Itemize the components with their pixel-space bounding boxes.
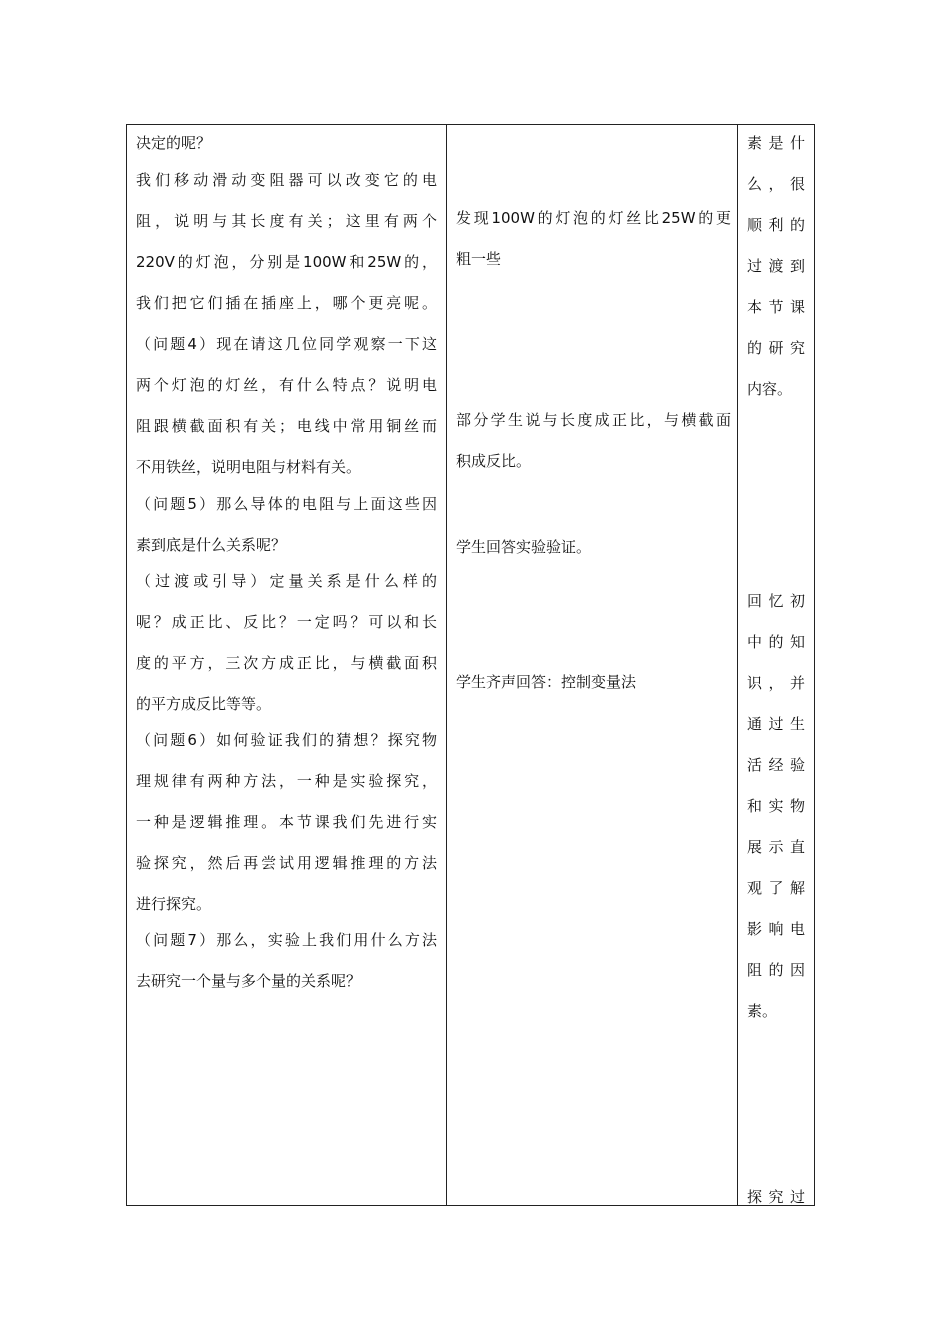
- lesson-table: [126, 124, 815, 1206]
- text-line: 素是什: [747, 134, 805, 152]
- text-line: 学生回答实验验证。: [456, 538, 592, 556]
- text-line: 一种是逻辑推理。本节课我们先进行实: [136, 813, 437, 831]
- text-line: 积成反比。: [456, 452, 532, 470]
- text-line: 探究过: [747, 1188, 805, 1206]
- text-line: （问题7）那么，实验上我们用什么方法: [136, 931, 437, 949]
- text-line: 回忆初: [747, 592, 805, 610]
- text-line: 素。: [747, 1002, 778, 1020]
- text-line: 通过生: [747, 715, 805, 733]
- text-line: 素到底是什么关系呢？: [136, 536, 287, 554]
- text-line: 部分学生说与长度成正比，与横截面: [456, 411, 731, 429]
- text-line: 两个灯泡的灯丝，有什么特点？说明电: [136, 376, 437, 394]
- text-line: 展示直: [747, 838, 805, 856]
- text-line: 影响电: [747, 920, 805, 938]
- text-line: （问题5）那么导体的电阻与上面这些因: [136, 495, 437, 513]
- text-line: 阻的因: [747, 961, 805, 979]
- text-line: 220V的灯泡，分别是100W和25W的，: [136, 253, 437, 271]
- text-line: （问题4）现在请这几位同学观察一下这: [136, 335, 437, 353]
- text-line: 决定的呢？: [136, 134, 212, 152]
- text-line: 去研究一个量与多个量的关系呢？: [136, 972, 362, 990]
- text-line: 本节课: [747, 298, 805, 316]
- text-line: 和实物: [747, 797, 805, 815]
- text-line: 粗一些: [456, 250, 502, 268]
- teacher-activity-column: [127, 125, 446, 1205]
- text-line: （过渡或引导）定量关系是什么样的: [136, 572, 437, 590]
- design-intent-column: [737, 125, 816, 1205]
- text-line: 进行探究。: [136, 895, 212, 913]
- text-line: 识，并: [747, 674, 805, 692]
- text-line: 我们把它们插在插座上，哪个更亮呢。: [136, 294, 437, 312]
- text-line: 中的知: [747, 633, 805, 651]
- student-activity-column: [446, 125, 737, 1205]
- text-line: 验探究，然后再尝试用逻辑推理的方法: [136, 854, 437, 872]
- text-line: 发现100W的灯泡的灯丝比25W的更: [456, 209, 731, 227]
- text-line: 阻，说明与其长度有关；这里有两个: [136, 212, 437, 230]
- text-line: 内容。: [747, 380, 793, 398]
- text-line: 阻跟横截面积有关；电线中常用铜丝而: [136, 417, 437, 435]
- text-line: 学生齐声回答：控制变量法: [456, 673, 637, 691]
- text-line: 度的平方，三次方成正比，与横截面积: [136, 654, 437, 672]
- text-line: （问题6）如何验证我们的猜想？探究物: [136, 731, 437, 749]
- text-line: 观了解: [747, 879, 805, 897]
- text-line: 理规律有两种方法，一种是实验探究，: [136, 772, 437, 790]
- text-line: 么，很: [747, 175, 805, 193]
- text-line: 的平方成反比等等。: [136, 695, 272, 713]
- text-line: 顺利的: [747, 216, 805, 234]
- text-line: 过渡到: [747, 257, 805, 275]
- text-line: 我们移动滑动变阻器可以改变它的电: [136, 171, 437, 189]
- text-line: 呢？成正比、反比？一定吗？可以和长: [136, 613, 437, 631]
- text-line: 不用铁丝，说明电阻与材料有关。: [136, 458, 362, 476]
- text-line: 活经验: [747, 756, 805, 774]
- text-line: 的研究: [747, 339, 805, 357]
